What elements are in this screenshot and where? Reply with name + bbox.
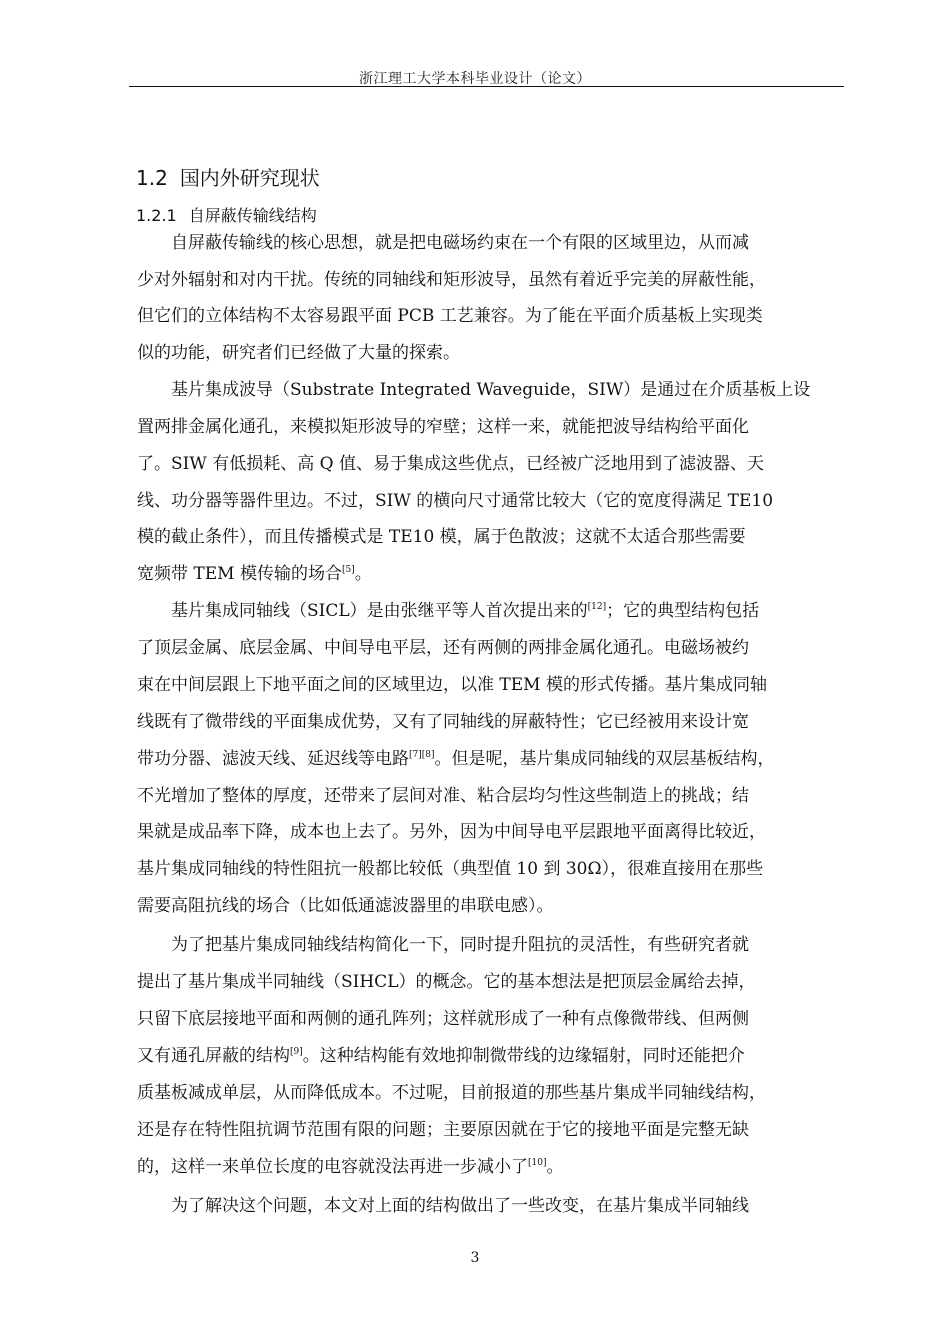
- paragraph-line: 提出了基片集成半同轴线（SIHCL）的概念。它的基本想法是把顶层金属给去掉，: [137, 972, 756, 992]
- page-number: 3: [470, 1250, 480, 1266]
- subsection-title: 自屏蔽传输线结构: [188, 206, 317, 225]
- paragraph-line: 了顶层金属、底层金属、中间导电平层，还有两侧的两排金属化通孔。电磁场被约: [137, 638, 749, 658]
- citation: [5]: [341, 565, 355, 575]
- citation: [10]: [528, 1158, 547, 1168]
- paragraph-line: 似的功能，研究者们已经做了大量的探索。: [137, 343, 460, 363]
- section-heading: [136, 162, 320, 191]
- paragraph-line: 基片集成同轴线的特性阻抗一般都比较低（典型值 10 到 30Ω），很难直接用在那些: [137, 859, 764, 879]
- line-text: 的，这样一来单位长度的电容就没法再进一步减小了: [137, 1157, 528, 1177]
- paragraph-line: 了。SIW 有低损耗、高 Q 值、易于集成这些优点，已经被广泛地用到了滤波器、天: [137, 454, 764, 474]
- paragraph-line: 束在中间层跟上下地平面之间的区域里边，以准 TEM 模的形式传播。基片集成同轴: [137, 675, 767, 695]
- line-text: 基片集成同轴线（SICL）是由张继平等人首次提出来的: [171, 601, 588, 621]
- paragraph-line: [137, 559, 372, 584]
- subsection-heading: [136, 203, 317, 226]
- paragraph-line: 少对外辐射和对内干扰。传统的同轴线和矩形波导，虽然有着近乎完美的屏蔽性能，: [137, 270, 766, 290]
- line-text: 。: [546, 1157, 564, 1177]
- paragraph-line: 只留下底层接地平面和两侧的通孔阵列；这样就形成了一种有点像微带线、但两侧: [137, 1009, 749, 1029]
- citation: [7][8]: [409, 750, 435, 760]
- paragraph-line: 但它们的立体结构不太容易跟平面 PCB 工艺兼容。为了能在平面介质基板上实现类: [137, 306, 763, 326]
- paragraph-line: 为了解决这个问题，本文对上面的结构做出了一些改变，在基片集成半同轴线: [171, 1196, 749, 1216]
- paragraph-line: 果就是成品率下降，成本也上去了。另外，因为中间导电平层跟地平面离得比较近，: [137, 822, 766, 842]
- line-text: 。: [354, 564, 372, 584]
- paragraph-line: 不光增加了整体的厚度，还带来了层间对准、粘合层均匀性这些制造上的挑战；结: [137, 786, 749, 806]
- paragraph-line: [171, 596, 759, 621]
- paragraph-line: 为了把基片集成同轴线结构简化一下，同时提升阻抗的灵活性，有些研究者就: [171, 935, 749, 955]
- paragraph-line: 线、功分器等器件里边。不过，SIW 的横向尺寸通常比较大（它的宽度得满足 TE10: [137, 491, 774, 511]
- line-text: 又有通孔屏蔽的结构: [137, 1046, 290, 1066]
- paragraph-line: 置两排金属化通孔，来模拟矩形波导的窄壁；这样一来，就能把波导结构给平面化: [137, 417, 749, 437]
- section-number: 1.2: [136, 166, 168, 190]
- header-title: 浙江理工大学本科毕业设计（论文）: [359, 71, 591, 87]
- paragraph-line: [137, 1152, 563, 1177]
- paragraph-line: 质基板减成单层，从而降低成本。不过呢，目前报道的那些基片集成半同轴线结构，: [137, 1083, 766, 1103]
- line-text: 。这种结构能有效地抑制微带线的边缘辐射，同时还能把介: [302, 1046, 745, 1066]
- header-rule: [129, 86, 844, 87]
- line-text: 。但是呢，基片集成同轴线的双层基板结构，: [434, 749, 775, 769]
- paragraph-line: 模的截止条件），而且传播模式是 TE10 模，属于色散波；这就不太适合那些需要: [137, 527, 746, 547]
- paragraph-line: 还是存在特性阻抗调节范围有限的问题；主要原因就在于它的接地平面是完整无缺: [137, 1120, 749, 1140]
- subsection-number: 1.2.1: [136, 206, 177, 225]
- paragraph-line: 基片集成波导（Substrate Integrated Waveguide，SIW）是通过在介质基板上设: [171, 380, 811, 400]
- paragraph-line: 线既有了微带线的平面集成优势，又有了同轴线的屏蔽特性；它已经被用来设计宽: [137, 712, 749, 732]
- citation: [12]: [587, 602, 607, 612]
- line-text: 宽频带 TEM 模传输的场合: [137, 564, 342, 584]
- paragraph-line: [137, 744, 775, 769]
- paragraph-line: 自屏蔽传输线的核心思想，就是把电磁场约束在一个有限的区域里边，从而减: [171, 233, 749, 253]
- section-title: 国内外研究现状: [179, 166, 320, 190]
- paragraph-line: [137, 1041, 745, 1066]
- line-text: ；它的典型结构包括: [606, 601, 760, 621]
- paragraph-line: 需要高阻抗线的场合（比如低通滤波器里的串联电感）。: [137, 896, 554, 916]
- citation: [9]: [290, 1047, 303, 1057]
- line-text: 带功分器、滤波天线、延迟线等电路: [137, 749, 409, 769]
